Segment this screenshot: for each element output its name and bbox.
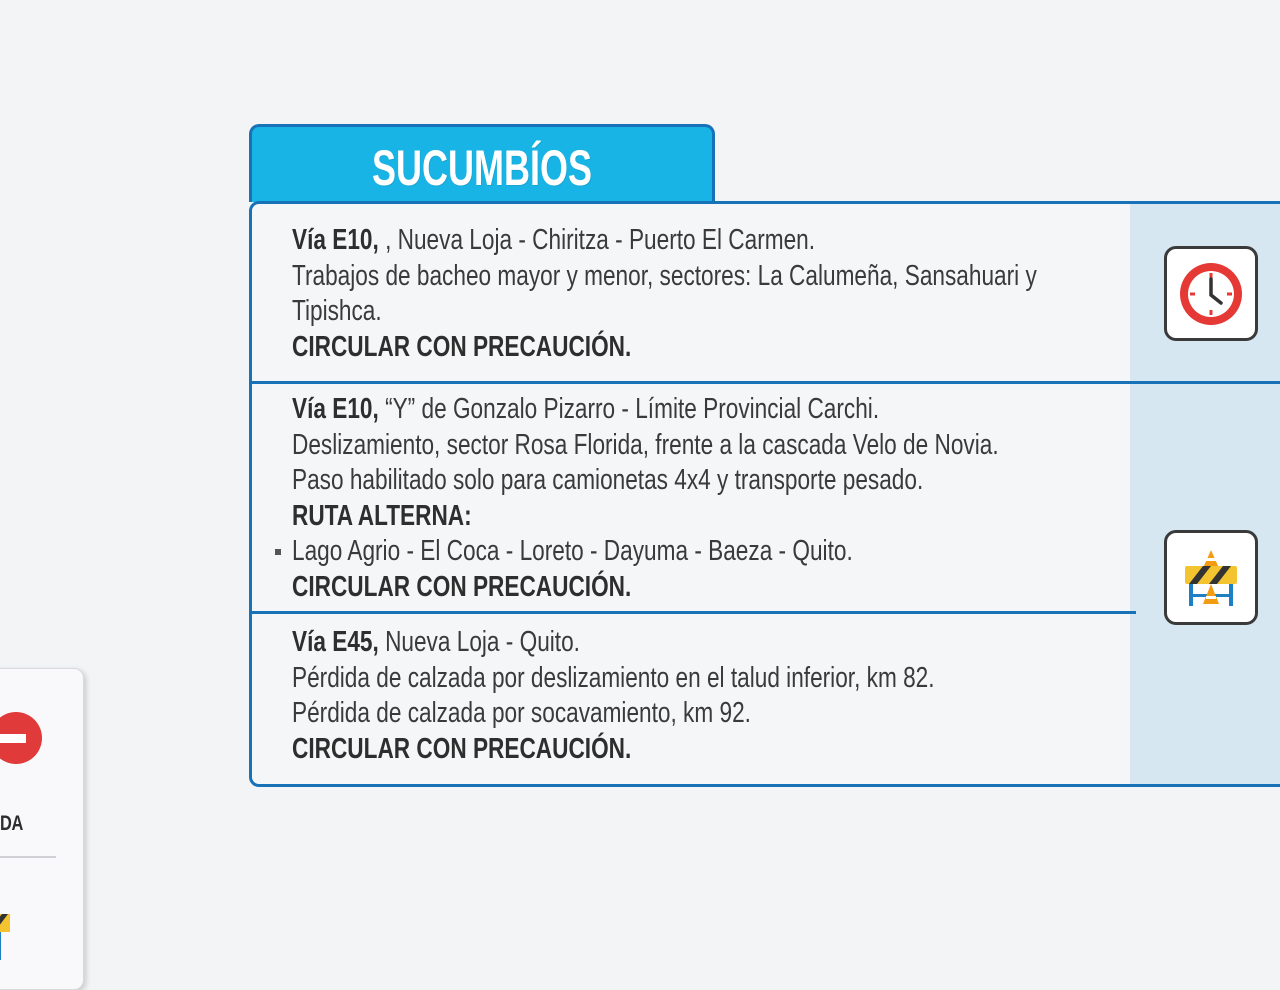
barrier-icon	[1179, 546, 1243, 610]
routes-panel	[249, 201, 1280, 787]
bullet-icon	[275, 549, 281, 555]
route-line: Pérdida de calzada por socavamiento, km 92.	[292, 697, 751, 729]
alt-route: Lago Agrio - El Coca - Loreto - Dayuma - Baeza - Quito.	[292, 535, 853, 567]
route-line: Pérdida de calzada por deslizamiento en el talud inferior, km 82.	[292, 661, 935, 694]
route-via: Vía E45,	[292, 626, 379, 658]
clock-icon	[1176, 259, 1246, 329]
route-notice: CIRCULAR CON PRECAUCIÓN.	[292, 330, 632, 363]
route-notice: CIRCULAR CON PRECAUCIÓN.	[292, 732, 632, 765]
legend-label: DA	[0, 812, 23, 835]
route-line: Tipishca.	[292, 295, 382, 327]
route-line: Paso habilitado solo para camionetas 4x4 y transporte pesado.	[292, 464, 924, 496]
route-via: Vía E10,	[292, 393, 379, 425]
route-entry	[292, 625, 1132, 767]
route-line: “Y” de Gonzalo Pizarro - Límite Provincial Carchi.	[385, 393, 880, 425]
route-via: Vía E10,	[292, 224, 379, 256]
route-entry	[292, 392, 1132, 605]
status-icon-box	[1164, 246, 1258, 341]
alt-route-heading: RUTA ALTERNA:	[292, 499, 472, 532]
barrier-icon	[0, 902, 20, 960]
route-line: Deslizamiento, sector Rosa Florida, frente a la cascada Velo de Novia.	[292, 428, 999, 461]
route-notice: CIRCULAR CON PRECAUCIÓN.	[292, 570, 632, 603]
route-entry	[292, 223, 1132, 365]
route-line: , Nueva Loja - Chiritza - Puerto El Carmen.	[385, 224, 816, 256]
region-tab	[249, 124, 715, 202]
row-divider	[252, 611, 1136, 614]
row-divider	[252, 381, 1280, 384]
legend-divider	[0, 856, 56, 858]
stop-icon	[0, 706, 48, 768]
route-line: Nueva Loja - Quito.	[385, 626, 580, 658]
region-title: SUCUMBÍOS	[371, 140, 593, 196]
route-line: Trabajos de bacheo mayor y menor, sectores: La Calumeña, Sansahuari y	[292, 259, 1037, 292]
status-icon-box	[1164, 530, 1258, 625]
